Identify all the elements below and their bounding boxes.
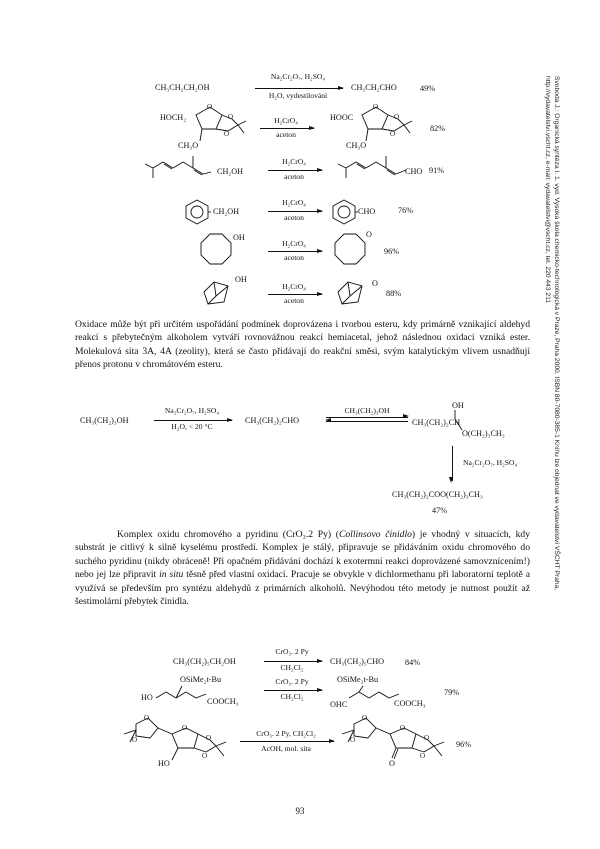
page-number: 93 <box>295 806 305 816</box>
substrate-butanol: CH₃(CH₂)₃OH <box>80 416 129 425</box>
benzene-ring <box>330 198 358 226</box>
reagent-bottom: CH₂Cl₂ <box>280 692 304 701</box>
yield: 49% <box>420 84 436 93</box>
substrate-propanol: CH₃CH₂CH₂OH <box>155 83 210 92</box>
reagent-top: H₂CrO₄ <box>282 239 306 248</box>
svg-text:O: O <box>202 752 208 760</box>
svg-text:O: O <box>400 724 406 732</box>
substituent-oxo: O <box>366 230 372 239</box>
substituent-methoxy: CH₃O <box>346 141 367 150</box>
svg-text:O: O <box>206 734 212 742</box>
substituent-ho: HO <box>141 693 153 702</box>
yield: 76% <box>398 206 414 215</box>
yield: 82% <box>430 124 446 133</box>
svg-text:O: O <box>144 714 150 722</box>
substituent-ch2oh: CH₂OH <box>217 167 244 176</box>
svg-text:O: O <box>390 130 396 138</box>
substituent-oh: OH <box>235 275 247 284</box>
latin-term: in situ <box>159 569 184 581</box>
benzene-ring <box>183 198 211 226</box>
svg-text:O: O <box>132 736 138 744</box>
reagent-bottom: aceton <box>284 296 304 305</box>
reaction-arrow <box>268 251 322 252</box>
reaction-arrow <box>255 88 343 89</box>
equilibrium-arrows <box>326 416 408 424</box>
substrate-heptanol: CH₃(CH₂)₅CH₂OH <box>173 657 236 666</box>
yield: 88% <box>386 289 402 298</box>
reagent-top: Na₂Cr₂O₇, H₂SO₄ <box>270 72 326 81</box>
diacetone-glucose-structure <box>122 714 232 774</box>
reagent-top: CH₃(CH₂)₃OH <box>344 406 390 415</box>
reagent-bottom: H₂O, < 20 °C <box>171 422 213 431</box>
reaction-arrow <box>260 128 314 129</box>
yield: 91% <box>429 166 445 175</box>
substituent-ohc: OHC <box>330 700 348 709</box>
svg-text:O: O <box>224 130 230 138</box>
reagent-top: H₂CrO₄ <box>282 198 306 207</box>
substituent-hoch2: HOCH₂ <box>160 113 187 122</box>
reaction-arrow <box>268 294 322 295</box>
ester-butyl-butanoate: CH₃(CH₂)₂COO(CH₂)₃CH₃ <box>392 490 483 499</box>
product-heptanal: CH₃(CH₂)₅CHO <box>330 657 385 666</box>
text-fragment: ) je vhodný v situacích, kdy substrát je citlivý k silně kyselému prostředí. Komplex je stálý, připravuje se přidáváním oxidu chromového do suchého pyridinu (nikdy obráceně! Při opačném přidávání dochází k exotermní reakci doprovázené samovznícením!) nebo jej lze připravit <box>75 529 530 581</box>
reagent-bottom: aceton <box>276 130 296 139</box>
svg-text:O: O <box>228 113 234 121</box>
reagent-top: H₂CrO₄ <box>282 157 306 166</box>
substrate-chain <box>152 686 212 708</box>
reaction-arrow <box>264 661 322 662</box>
reagent-bottom: aceton <box>284 213 304 222</box>
product-propanal: CH₃CH₂CHO <box>351 83 397 92</box>
cyclooctane-ring <box>196 231 236 271</box>
reagent-bottom: H₂O, vydestilování <box>268 91 328 100</box>
svg-text:O: O <box>394 113 400 121</box>
svg-text:O: O <box>424 734 430 742</box>
reagent-bottom: CH₂Cl₂ <box>280 663 304 672</box>
reagent-top: Na₂Cr₂O₇, H₂SO₄ <box>164 406 220 415</box>
substituent-oxo: O <box>389 759 395 768</box>
yield: 84% <box>405 658 421 667</box>
text-fragment: těsně před vlastní oxidací. Pracuje se obvykle v dichlormethanu při laboratorní teplotě a využívá se především pro syntézu aldehydů z primárních alkoholů. Nevýhodou této metody je nutnost použít až šestimolární přebytek činidla. <box>75 569 530 608</box>
substituent-ch2oh: CH₂OH <box>213 207 240 216</box>
reaction-arrow <box>154 420 232 421</box>
svg-text:O: O <box>420 752 426 760</box>
svg-text:O: O <box>350 736 356 744</box>
cyclooctanone-ring <box>330 231 370 271</box>
reaction-arrow <box>268 211 322 212</box>
reagent-top: CrO₃. 2 Py, CH₂Cl₂ <box>256 729 316 738</box>
protecting-group: OSiMe₂t-Bu <box>180 675 222 684</box>
svg-text:O: O <box>362 714 368 722</box>
hemiacetal-chain: CH₃(CH₂)₂CH <box>412 418 461 427</box>
yield: 96% <box>384 247 400 256</box>
reagent-bottom: aceton <box>284 253 304 262</box>
substituent-methoxy: CH₃O <box>178 141 199 150</box>
substituent-ester: COOCH₃ <box>394 699 426 708</box>
reaction-arrow <box>240 741 334 742</box>
svg-text:O: O <box>207 103 213 111</box>
reagent-top: CrO₃. 2 Py <box>275 677 309 686</box>
norbornanone-structure <box>330 274 372 308</box>
reaction-arrow <box>264 690 322 691</box>
geraniol-structure <box>143 152 223 184</box>
paragraph-ester-formation: Oxidace může být při určitém uspořádání podmínek doprovázena i tvorbou esteru, kdy primárně vznikající aldehyd reakcí s přebytečným alkoholem vytváří rovnovážnou reakcí hemiacetal, jehož následnou oxidací vzniká ester. Molekulová síta 3A, 4A (zeolity), která se často přidávají do reakční směsi, svým katalytickým vlivem usnadňují přenos protonu v chromátovém esteru. <box>75 319 530 371</box>
substituent-hooc: HOOC <box>330 113 354 122</box>
hemiacetal-oh: OH <box>452 401 464 410</box>
vertical-arrow <box>452 446 453 481</box>
substituent-cho: CHO <box>358 207 376 216</box>
substituent-oxo: O <box>372 279 378 288</box>
protecting-group: OSiMe₂t-Bu <box>337 675 379 684</box>
paragraph-collins-reagent <box>75 528 530 608</box>
furanose-acid-structure <box>354 103 414 149</box>
substituent-ester: COOCH₃ <box>207 697 239 706</box>
reagent-bottom: aceton <box>284 172 304 181</box>
ketone-sugar-structure <box>340 714 450 774</box>
svg-text:O: O <box>373 103 379 111</box>
reagent-top: H₂CrO₄ <box>274 116 298 125</box>
hemiacetal-alkoxy: O(CH₂)₃CH₃ <box>462 429 505 438</box>
side-note: Svoboda J.: Organická syntéza I. 1. vyd. Vysoká škola chemicko-technologická v Praze, Praha 2000. ISBN 80-7080-385-1 Knihu lze objednat ve vydavatelství VŠCHT Praha, http://vydavatelstvi.vscht.cz, e-mail: vydavatelstvi@vscht.cz, tel. 220 443 211 <box>543 76 560 591</box>
yield: 47% <box>432 506 448 515</box>
text-fragment: Komplex oxidu chromového a pyridinu (CrO₃.2 Py) ( <box>117 529 339 540</box>
yield: 96% <box>456 740 472 749</box>
reagent-top: H₂CrO₄ <box>282 282 306 291</box>
reagent-bottom: AcOH, mol. síta <box>261 744 311 753</box>
substituent-ho: HO <box>158 759 170 768</box>
substituent-oh: OH <box>233 233 245 242</box>
furanose-structure <box>188 103 248 149</box>
reagent-name: Collinsovo činidlo <box>338 529 412 540</box>
reagent-top: CrO₃. 2 Py <box>275 647 309 656</box>
yield: 79% <box>444 688 460 697</box>
substituent-cho: CHO <box>405 167 423 176</box>
svg-text:O: O <box>182 724 188 732</box>
aldehyde-butanal: CH₃(CH₂)₂CHO <box>245 416 300 425</box>
norbornane-structure <box>196 274 238 308</box>
reaction-arrow <box>268 170 322 171</box>
reagent-oxidation: Na₂Cr₂O₇, H₂SO₄ <box>463 458 518 467</box>
